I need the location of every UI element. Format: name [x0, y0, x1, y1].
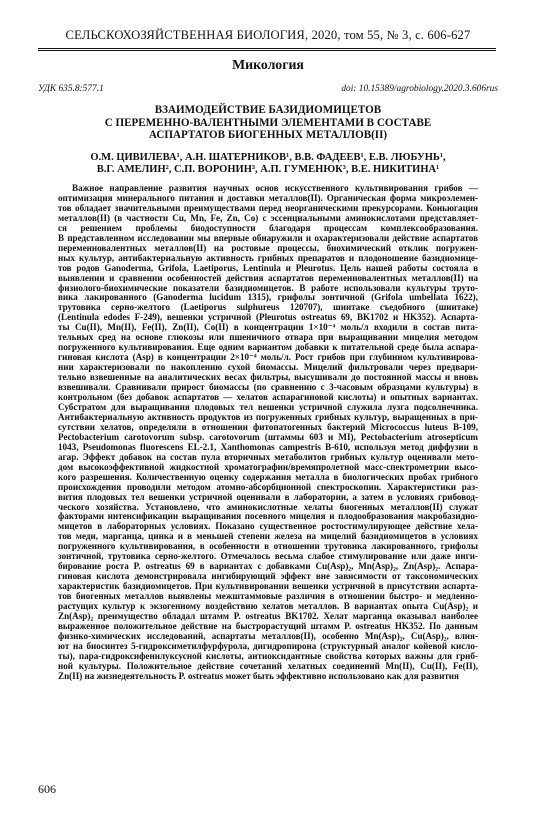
abstract-line: нии характеризовали по накоплению сухой биомассы. Мицелий фильтровали через предвари- — [58, 362, 478, 373]
abstract-line: тов обладает значительными преимуществами перед неорганическими прекурсорами. Коньюгация — [58, 202, 478, 213]
abstract-line: растущих культур к экзогенному воздействию хелатов металлов. В вариантах опыта Cu(Asp)₂ и — [58, 601, 478, 612]
abstract-line: выявлении и сравнении особенностей действия аспартатов переменновалентных металлов(II) на — [58, 272, 478, 283]
abstract-line: (Lentinula edodes F-249), вешенки устричной (Pleurotus ostreatus 69, BK1702 и HK352). Аспарта- — [58, 312, 478, 323]
abstract-line: физиолого-биохимические показатели базидиомицетов. В работе использовали культуры труто- — [58, 282, 478, 293]
author-line: В.Г. АМЕЛИН², С.П. ВОРОНИН³, А.П. ГУМЕНЮК³, В.Е. НИКИТИНА¹ — [96, 164, 440, 176]
title-line: ВЗАИМОДЕЙСТВИЕ БАЗИДИОМИЦЕТОВ — [154, 104, 382, 116]
header-rule-top — [38, 48, 496, 49]
abstract-line: Zn(Asp)₂ преимущество обладал штамм P. ostreatus BK1702. Хелат марганца оказывал наиболее — [58, 610, 478, 621]
abstract-line: агар. Эффект добавок на состав пула вторичных метаболитов грибных культур оценивали мето- — [58, 451, 478, 462]
abstract — [58, 184, 478, 682]
udk-code: УДК 635.8:577.1 — [38, 84, 104, 94]
abstract-line: зонтичной, трутовика серно-желтого. Отмечалось весьма слабое стимулирование или даже инги- — [58, 551, 478, 562]
abstract-line: происхождения проводили методом атомно-абсорбционной спектроскопии. Характеристики раз- — [58, 481, 478, 492]
abstract-line: вика лакированного (Ganoderma lucidum 1315), грифолы зонтичной (Grifola umbellata 1622), — [58, 292, 478, 303]
abstract-line: погруженного культивирования. Еще одним вариантом добавки к питательной среде была аспара- — [58, 342, 478, 353]
abstract-line: погруженного культивирования, в особенности в отношении трутовика лакированного, грифолы — [58, 541, 478, 552]
abstract-line: тельно взвешенные на аналитических весах фильтры, высушивали до постоянной массы и вновь — [58, 372, 478, 383]
abstract-line: ты Cu(II), Mn(II), Fe(II), Zn(II), Co(II) в концентрации 1×10⁻⁴ моль/л входили в состав пита- — [58, 322, 478, 333]
journal-header: СЕЛЬСКОХОЗЯЙСТВЕННАЯ БИОЛОГИЯ, 2020, том 55, № 3, с. 606-627 — [65, 28, 471, 42]
abstract-line: В представленном исследовании мы впервые обнаружили и охарактеризовали действие аспартатов — [58, 232, 478, 243]
article-title — [38, 104, 498, 142]
doi-link[interactable]: doi: 10.15389/agrobiology.2020.3.606rus — [341, 84, 498, 94]
abstract-line: ся решением проблемы биодоступности благодаря процессам комплексообразования. — [58, 222, 478, 233]
abstract-line: Zn(II) на жизнедеятельность P. ostreatus может быть эффективно использовано как для развития — [58, 670, 459, 681]
abstract-line: факторами интенсификации выращивания посевного мицелия и плодообразования макробазидио- — [58, 511, 478, 522]
abstract-line: Pectobacterium carotovorum subsp. carotovorum (штаммы 603 и MI), Pectobacterium atrosepticum — [58, 431, 478, 442]
abstract-line: ной культуры. Положительное действие сочетаний хелатных соединений Mn(II), Cu(II), Fe(II), — [58, 660, 478, 671]
abstract-line: переменновалентных металлов(II) на ростовые процессы, биохимический отклик погружен- — [58, 242, 478, 253]
abstract-line: взвешивали. Сравнивали прирост биомассы (по сравнению с 3-часовым образцами культуры) в — [58, 382, 478, 393]
title-line: АСПАРТАТОВ БИОГЕННЫХ МЕТАЛЛОВ(II) — [148, 129, 388, 142]
abstract-line: вития плодовых тел вешенки устричной оценивали в лаборатории, а затем в условиях грибовод- — [58, 491, 478, 502]
author-line: О.М. ЦИВИЛЕВА¹, А.Н. ШАТЕРНИКОВ¹, В.В. ФАДЕЕВ¹, Е.В. ЛЮБУНЬ¹, — [90, 152, 446, 163]
abstract-line: дом высокоэффективной жидкостной хроматографии/времяпролетной масс-спектрометрии высо- — [58, 461, 478, 472]
abstract-line: ческого хозяйства. Установлено, что аминокислотные хелаты биогенных металлов(II) служат — [58, 501, 478, 512]
abstract-line: гиновая кислота (Asp) в концентрации 2×10⁻⁴ моль/л. Рост грибов при глубинном культивирова- — [58, 352, 478, 363]
abstract-line: оптимизация минерального питания и доставки металлов(II). Органическая форма микроэлемен- — [58, 192, 478, 203]
abstract-line: Антибактериальную активность продуктов из погруженных грибных культур, выращенных в при- — [58, 411, 478, 422]
abstract-line: тов родов Ganoderma, Grifola, Laetiporus, Lentinula и Pleurotus. Цель нашей работы состояла в — [58, 262, 478, 273]
abstract-line: кого разрешения. Количественную оценку содержания металла в биологических пробах грибного — [58, 471, 478, 482]
header-rule-bottom — [38, 50, 496, 51]
abstract-line: тельных сред на основе глюкозы или пшеничного отвара при выращивании мицелия методом — [58, 332, 478, 343]
abstract-line: ты), пара-гидроксифенилуксусной кислоты, антиоксидантные свойства которых важны для гриб- — [58, 650, 478, 661]
abstract-line: гиновая кислота демонстрировала ингибирующий эффект вне зависимости от таксономических — [58, 571, 478, 582]
abstract-line: 1043, Pseudomonas fluorescens EL-2.1, Xanthomonas campestris B-610, используя метод диффузии в — [58, 441, 478, 452]
abstract-line: сутствии хелатов, определяли в отношении фитопатогенных бактерий Micrococcus luteus B-109, — [58, 421, 478, 432]
author-list — [38, 152, 498, 176]
abstract-line: трутовика серно-желтого (Laetiporus sulphureus 120707), шиитаке съедобного (шиитаке) — [58, 302, 478, 313]
title-line: С ПЕРЕМЕННО-ВАЛЕНТНЫМИ ЭЛЕМЕНТАМИ В СОСТАВЕ — [104, 116, 432, 129]
abstract-line: выраженное положительное действие на быстрорастущий штамм P. ostreatus HK352. По данным — [58, 620, 478, 631]
abstract-line: ют на биосинтез 5-гидроксиметилфурфурола, дигидропирона (структурный аналог койевой кисло- — [58, 640, 478, 651]
abstract-line: физико-химических исследований, аспартаты металлов(II), особенно Mn(Asp)₂, Cu(Asp)₂, влия- — [58, 630, 478, 641]
abstract-line: ных культур, антибактериальную активность грибных препаратов и плодоношение базидиомице- — [58, 252, 478, 263]
abstract-line: металлов(II) (в частности Cu, Mn, Fe, Zn, Co) с эссенциальными аминокислотами представляет- — [58, 212, 478, 223]
abstract-line: тов меди, марганца, цинка и в меньшей степени железа на мицелий базидиомицетов в условиях — [58, 531, 478, 542]
abstract-line: характеристик базидиомицетов. При культивировании вешенки устричной в присутствии аспарта- — [58, 581, 478, 592]
abstract-line: тов биогенных металлов выявлены межштаммовые различия в отношении быстро- и медленно- — [58, 591, 478, 602]
abstract-line: мицетов в лабораторных условиях. Показано существенное ростостимулирующее действие хела- — [58, 521, 478, 532]
abstract-line: Важное направление развития научных основ искусственного культивирования грибов — — [72, 183, 478, 193]
section-title: Микология — [232, 57, 304, 72]
abstract-line: бирование роста P. ostreatus 69 в вариантах с добавками Cu(Asp)₂, Mn(Asp)₂, Zn(Asp)₂. Аспара- — [58, 561, 478, 572]
abstract-line: контрольном (без добавок аспартатов — хелатов аспарагиновой кислоты) и опытных вариантах. — [58, 392, 478, 403]
page-number: 606 — [38, 782, 56, 796]
abstract-line: Субстратом для выращивания плодовых тел вешенки устричной служила лузга подсолнечника. — [58, 401, 478, 412]
